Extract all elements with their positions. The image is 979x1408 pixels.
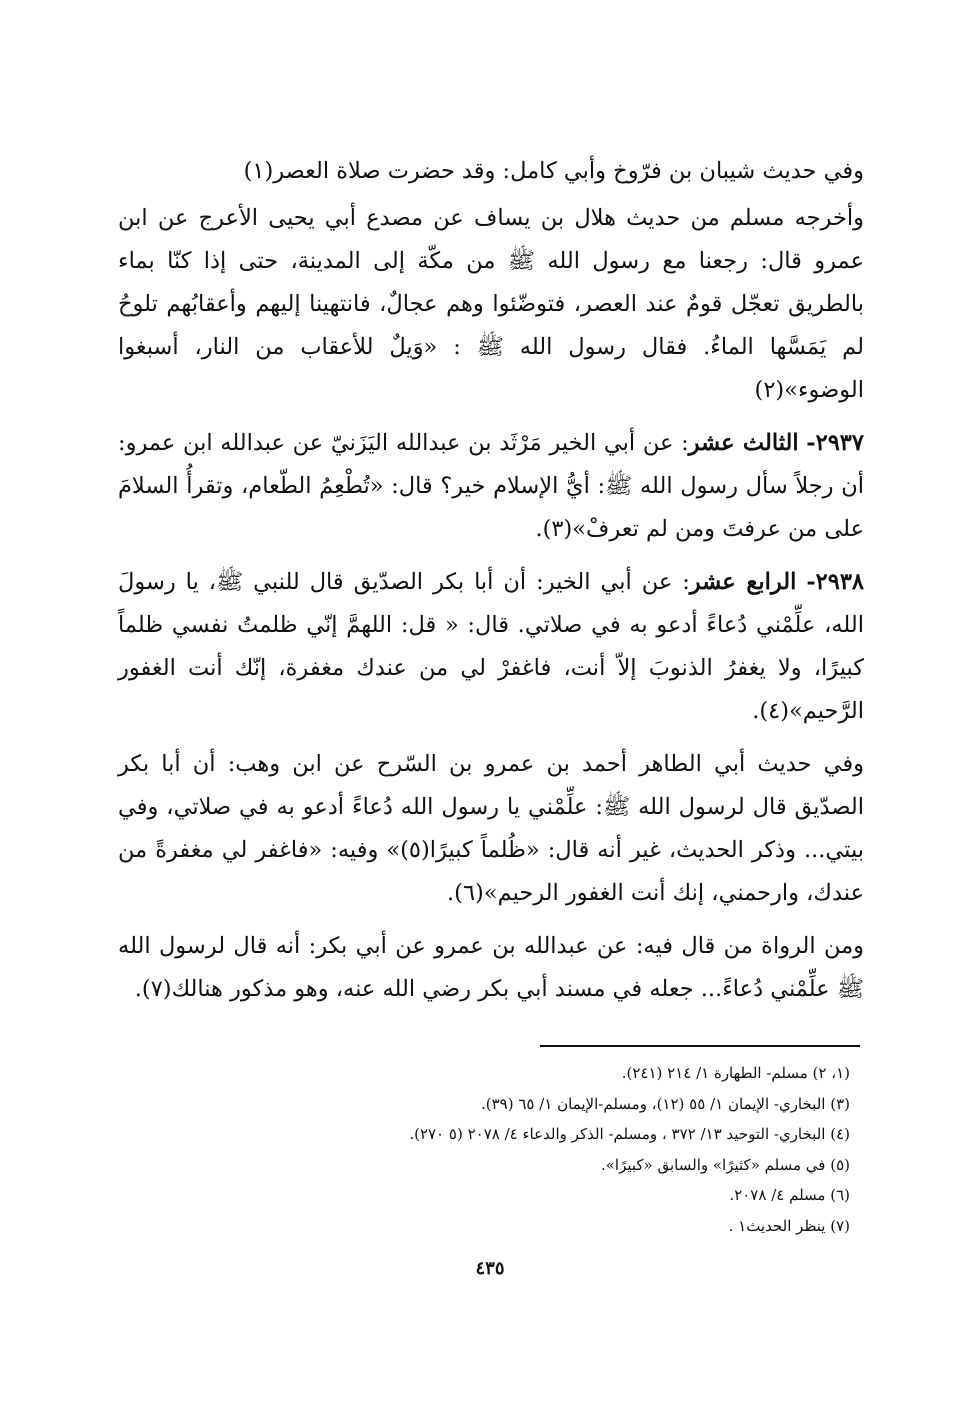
hadith-text: : عن أبي الخير مَرْثَد بن عبدالله اليَزَنيّ عن عبدالله ابن عمرو: أن رجلاً سأل رسول الله ﷺ: أيُّ الإسلام خير؟ قال: «تُطْعِمُ الطّعام، وتقرأُ السلامَ على من عرفتَ ومن لم تعرفْ»(٣). <box>118 430 864 542</box>
footnote-6: (٦) مسلم ٤/ ٢٠٧٨. <box>729 1186 850 1204</box>
page-number: ٤٣٥ <box>475 1258 505 1279</box>
hadith-text: : عن أبي الخير: أن أبا بكر الصدّيق قال للنبي ﷺ، يا رسولَ الله، علِّمْني دُعاءً أدعو به في صلاتي. قال: « قل: اللهمَّ إنّي ظلمتُ نفسي ظلماً كبيرًا، ولا يغفرُ الذنوبَ إلاّ أنت، فاغفرْ لي من عندك مغفرة، إنّك أنت الغفور الرَّحيم»(٤). <box>118 569 864 724</box>
hadith-heading: الثالث عشر <box>688 430 799 456</box>
paragraph-1-text: وفي حديث شيبان بن فرّوخ وأبي كامل: وقد حضرت صلاة العصر(١) <box>243 158 864 184</box>
footnote-1-2: (١، ٢) مسلم- الطهارة ١/ ٢١٤ (٢٤١). <box>621 1064 850 1082</box>
paragraph-5-text: وفي حديث أبي الطاهر أحمد بن عمرو بن السّرح عن ابن وهب: أن أبا بكر الصدّيق قال لرسول الله ﷺ: علِّمْني يا رسول الله دُعاءً أدعو به في صلاتي، وفي بيتي... وذكر الحديث، غير أنه قال: «ظُلماً كبيرًا(٥)» وفيه: «فاغفر لي مغفرةً من عندك، وارحمني، إنك أنت الغفور الرحيم»(٦). <box>118 751 864 906</box>
footnote-4: (٤) البخاري- التوحيد ١٣/ ٣٧٢ ، ومسلم- الذكر والدعاء ٤/ ٢٠٧٨ (٥ ٢٧٠). <box>409 1125 850 1143</box>
paragraph-6-text: ومن الرواة من قال فيه: عن عبدالله بن عمرو عن أبي بكر: أنه قال لرسول الله ﷺ علِّمْني دُعاءً... جعله في مسند أبي بكر رضي الله عنه، وهو مذكور هنالك(٧). <box>118 933 864 1002</box>
footnote-5: (٥) في مسلم «كثيرًا» والسابق «كبيرًا». <box>600 1155 850 1174</box>
hadith-heading: الرابع عشر <box>689 569 797 595</box>
paragraph-5 <box>118 743 864 915</box>
main-text <box>118 150 864 1021</box>
hadith-2938 <box>118 561 864 733</box>
footnote-divider <box>540 1045 860 1047</box>
paragraph-6 <box>118 925 864 1011</box>
hadith-number: ٢٩٣٧- <box>806 430 864 456</box>
paragraph-2-text: وأخرجه مسلم من حديث هلال بن يساف عن مصدع أبي يحيى الأعرج عن ابن عمرو قال: رجعنا مع رسول الله ﷺ من مكّة إلى المدينة، حتى إذا كنّا بماء بالطريق تعجّل قومٌ عند العصر، فتوضّئوا وهم عجالٌ، فانتهينا إليهم وأعقابُهم تلوحُ لم يَمَسَّها الماءُ. فقال رسول الله ﷺ : «وَيلٌ للأعقاب من النار، أسبغوا الوضوء»(٢) <box>118 205 864 403</box>
footnote-7: (٧) ينظر الحديث١ . <box>728 1216 850 1235</box>
hadith-number: ٢٩٣٨- <box>806 569 864 595</box>
paragraph-1 <box>118 150 864 193</box>
paragraph-2 <box>118 197 864 412</box>
footnote-3: (٣) البخاري- الإيمان ١/ ٥٥ (١٢)، ومسلم-الإيمان ١/ ٦٥ (٣٩). <box>480 1094 850 1113</box>
hadith-2937 <box>118 422 864 551</box>
footnotes <box>200 1058 850 1241</box>
